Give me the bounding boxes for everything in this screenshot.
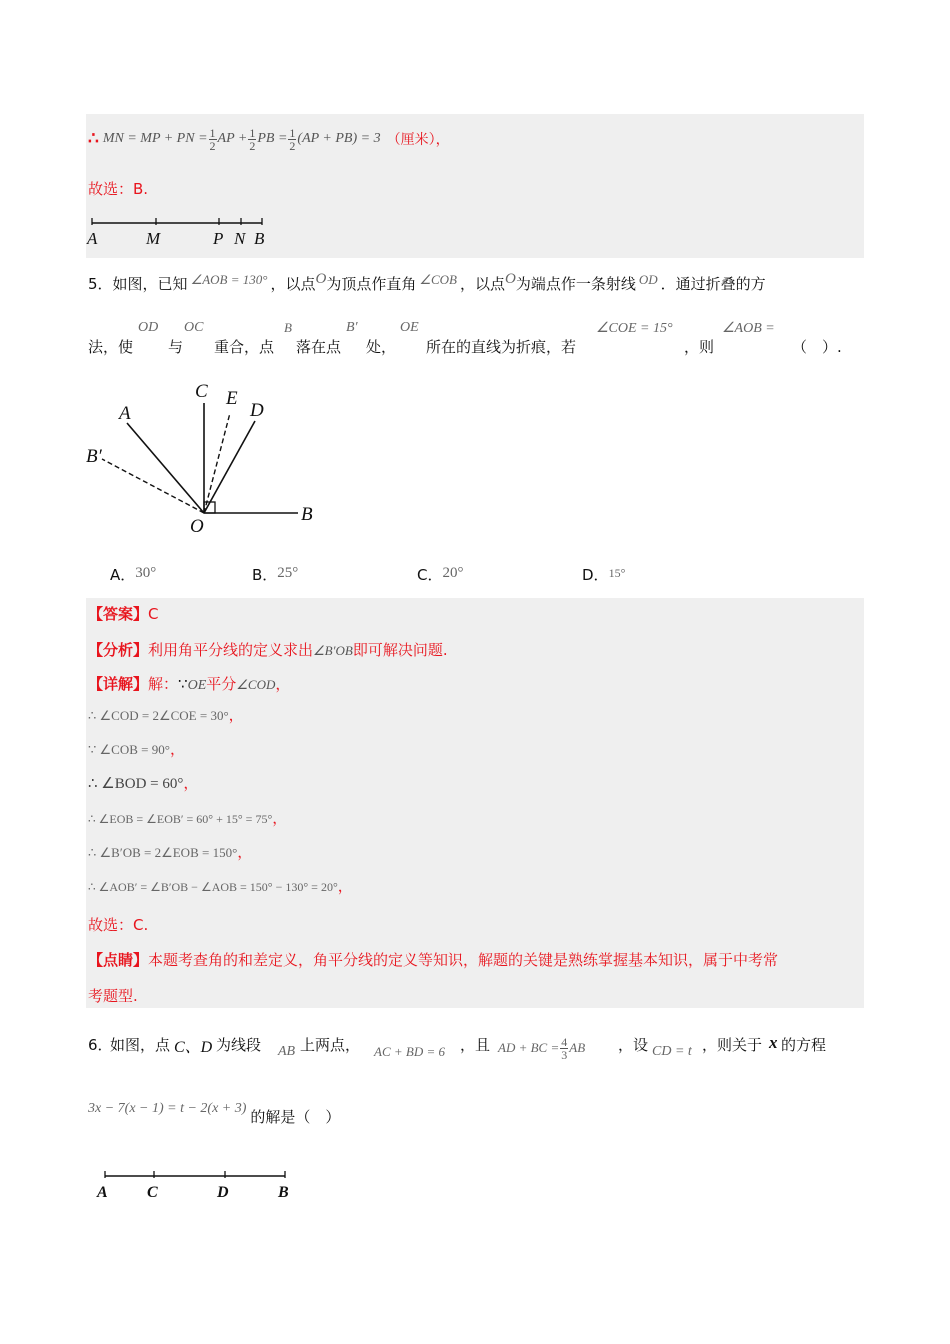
angle-figure-q5 (80, 375, 330, 540)
unit-cm: （厘米）， (386, 132, 450, 148)
detail-prefix: 解： (148, 675, 179, 693)
step-5-comma: ， (237, 843, 253, 861)
q5-l2-at: 处， (366, 338, 397, 356)
label-n: N (234, 229, 246, 248)
q6-ac-bd-6: AC + BD = 6 (374, 1044, 445, 1059)
option-b-value: 25° (277, 565, 299, 581)
step-6 (88, 875, 353, 896)
q6-text-6: ，则关于 (702, 1036, 763, 1054)
step-2 (88, 738, 185, 759)
angle-cob: ∠COB (419, 272, 457, 287)
q5-text-3: 为顶点作直角 (326, 274, 417, 293)
therefore-symbol: ∴ (88, 129, 99, 149)
q6-text-2: 为线段 (216, 1036, 262, 1054)
step-5-math: ∴ ∠B′OB = 2∠EOB = 150° (88, 845, 238, 860)
q5-line1 (88, 268, 766, 298)
q5-text-4: ，以点 (460, 274, 506, 293)
ray-od: OD (638, 272, 658, 287)
step-1-math: ∴ ∠COD = 2∠COE = 30° (88, 708, 229, 723)
step-1 (88, 704, 244, 725)
detail-cod: ∠COD (236, 677, 276, 692)
option-d-value: 15° (608, 566, 626, 580)
option-a[interactable] (110, 564, 156, 585)
answer-tag: 【答案】 (88, 605, 149, 623)
half-fraction-3: $\frac{1}{2}$ (289, 125, 296, 153)
analysis-end: 即可解决问题. (352, 641, 448, 659)
comment-text-1: 本题考查角的和差定义，角平分线的定义等知识，解题的关键是熟练掌握基本知识，属于中考常 (148, 951, 779, 969)
step-6-math: ∴ ∠AOB′ = ∠B′OB − ∠AOB = 150° − 130° = 20° (88, 880, 338, 894)
analysis-angle: ∠B′OB (313, 643, 353, 658)
label-e: E (226, 388, 238, 409)
option-a-letter: A． (110, 566, 136, 584)
step-2-comma: ， (169, 740, 185, 758)
label-d: D (217, 1184, 229, 1201)
step-6-comma: ， (337, 877, 353, 895)
q6-text-7: 的方程 (781, 1036, 827, 1054)
q5-text-6: ．通过折叠的方 (660, 274, 766, 293)
q6-cd-t: CD = t (652, 1044, 692, 1059)
mn-eq-part2: AP + (217, 131, 248, 146)
l2-b-prime: B′ (346, 320, 358, 335)
q6-ab-2: AB (569, 1040, 586, 1055)
option-c[interactable] (417, 564, 463, 585)
q6-ad-bc: AD + BC = (498, 1040, 560, 1055)
analysis-line (88, 639, 448, 660)
answer-line (88, 603, 159, 624)
q6-line2 (88, 1098, 341, 1126)
comment-tag: 【点睛】 (88, 951, 149, 969)
q5-l2-text-a: 法，使 (88, 338, 134, 356)
analysis-tag: 【分析】 (88, 641, 149, 659)
q6-points-cd: C、D (174, 1039, 213, 1056)
option-c-letter: C． (417, 566, 443, 584)
q6-text-3: 上两点， (300, 1036, 361, 1054)
l2-aob: ∠AOB = (722, 321, 775, 336)
half-fraction-2: $\frac{1}{2}$ (249, 125, 256, 153)
label-c: C (147, 1184, 158, 1201)
q6-number: 6． (88, 1036, 113, 1054)
mn-equation-line (88, 121, 450, 157)
l2-oc: OC (184, 320, 204, 335)
options-q5 (110, 564, 730, 588)
option-d[interactable] (582, 564, 625, 585)
option-b[interactable] (252, 564, 298, 585)
q6-text-4: ，且 (460, 1036, 491, 1054)
detail-oe: OE (187, 678, 207, 693)
step-4-comma: ， (272, 809, 288, 827)
comment-line-2: 考题型. (88, 987, 138, 1005)
q6-segment-ab: AB (278, 1044, 296, 1059)
step-2-math: ∵ ∠COB = 90° (88, 742, 170, 757)
half-fraction-1: $\frac{1}{2}$ (209, 125, 216, 153)
q6-text-1: 如图，点 (110, 1036, 171, 1054)
four-thirds-fraction: $\frac{4}{3}$ (561, 1034, 568, 1062)
mn-eq-part1: MN = MP + PN = (102, 131, 208, 146)
step-4-math: ∴ ∠EOB = ∠EOB′ = 60° + 15° = 75° (88, 812, 273, 826)
segment-figure-q4 (86, 214, 271, 248)
detail-line (88, 673, 290, 694)
ray-od (204, 421, 255, 513)
label-b: B (278, 1184, 289, 1201)
label-b: B (254, 229, 265, 248)
answer-value: C (148, 605, 159, 623)
q5-l2-then: ，则 (684, 338, 715, 356)
ray-oe (204, 413, 230, 513)
q5-l2-paren: （ ）. (792, 338, 842, 356)
label-m: M (146, 229, 161, 248)
mn-eq-part3: PB = (257, 131, 288, 146)
point-o: O (315, 270, 327, 287)
step-5 (88, 841, 252, 862)
option-c-value: 20° (442, 565, 464, 581)
label-d: D (250, 400, 264, 421)
q5-l2-with: 与 (168, 338, 184, 356)
comment-line-1 (88, 949, 778, 970)
label-b: B (301, 504, 313, 525)
q5-text-5: 为端点作一条射线 (515, 274, 636, 293)
step-1-comma: ， (228, 706, 244, 724)
option-a-value: 30° (135, 565, 157, 581)
detail-bisect: 平分 (206, 675, 237, 693)
option-d-letter: D． (582, 566, 609, 584)
angle-aob-130: ∠AOB = 130° (190, 272, 268, 287)
l2-b: B (284, 320, 292, 335)
q5-l2-fall: 落在点 (296, 338, 342, 356)
detail-comma: ， (275, 675, 291, 693)
step-3 (88, 772, 198, 793)
step-3-comma: ， (183, 774, 199, 792)
q5-l2-line: 所在的直线为折痕，若 (426, 338, 577, 356)
detail-tag: 【详解】 (88, 675, 149, 693)
choice-q5: 故选：C. (88, 916, 149, 934)
q6-equation: 3x − 7(x − 1) = t − 2(x + 3) (88, 1100, 247, 1116)
choice-q4: 故选：B. (88, 180, 149, 198)
q5-text-2: ，以点 (270, 274, 316, 293)
q6-ad-bc-equation (498, 1028, 585, 1068)
label-a: A (97, 1184, 108, 1201)
q6-variable-x: x (769, 1033, 778, 1052)
segment-figure-q6 (92, 1166, 302, 1206)
point-o-2: O (505, 270, 516, 287)
label-c: C (195, 381, 208, 402)
l2-coe-15: ∠COE = 15° (596, 321, 673, 336)
l2-oe: OE (400, 320, 419, 335)
label-o: O (190, 516, 204, 537)
ray-ob-prime (102, 459, 204, 513)
option-b-letter: B． (252, 566, 278, 584)
ray-oa (127, 423, 204, 513)
because-symbol: ∵ (178, 675, 188, 693)
label-p: P (213, 229, 224, 248)
q5-text-1: 如图，已知 (112, 274, 188, 293)
label-a: A (87, 229, 98, 248)
analysis-text: 利用角平分线的定义求出 (148, 641, 314, 659)
l2-od: OD (138, 320, 159, 335)
q6-text-5: ，设 (618, 1036, 649, 1054)
q5-l2-coincide: 重合，点 (214, 338, 275, 356)
step-4 (88, 807, 287, 828)
label-a: A (119, 403, 131, 424)
step-3-math: ∴ ∠BOD = 60° (88, 776, 184, 792)
q6-text-8: 的解是（ ） (250, 1108, 341, 1126)
q5-number: 5． (88, 274, 113, 293)
mn-eq-part4: (AP + PB) = 3 (297, 131, 381, 146)
label-b-prime: B′ (86, 446, 102, 467)
